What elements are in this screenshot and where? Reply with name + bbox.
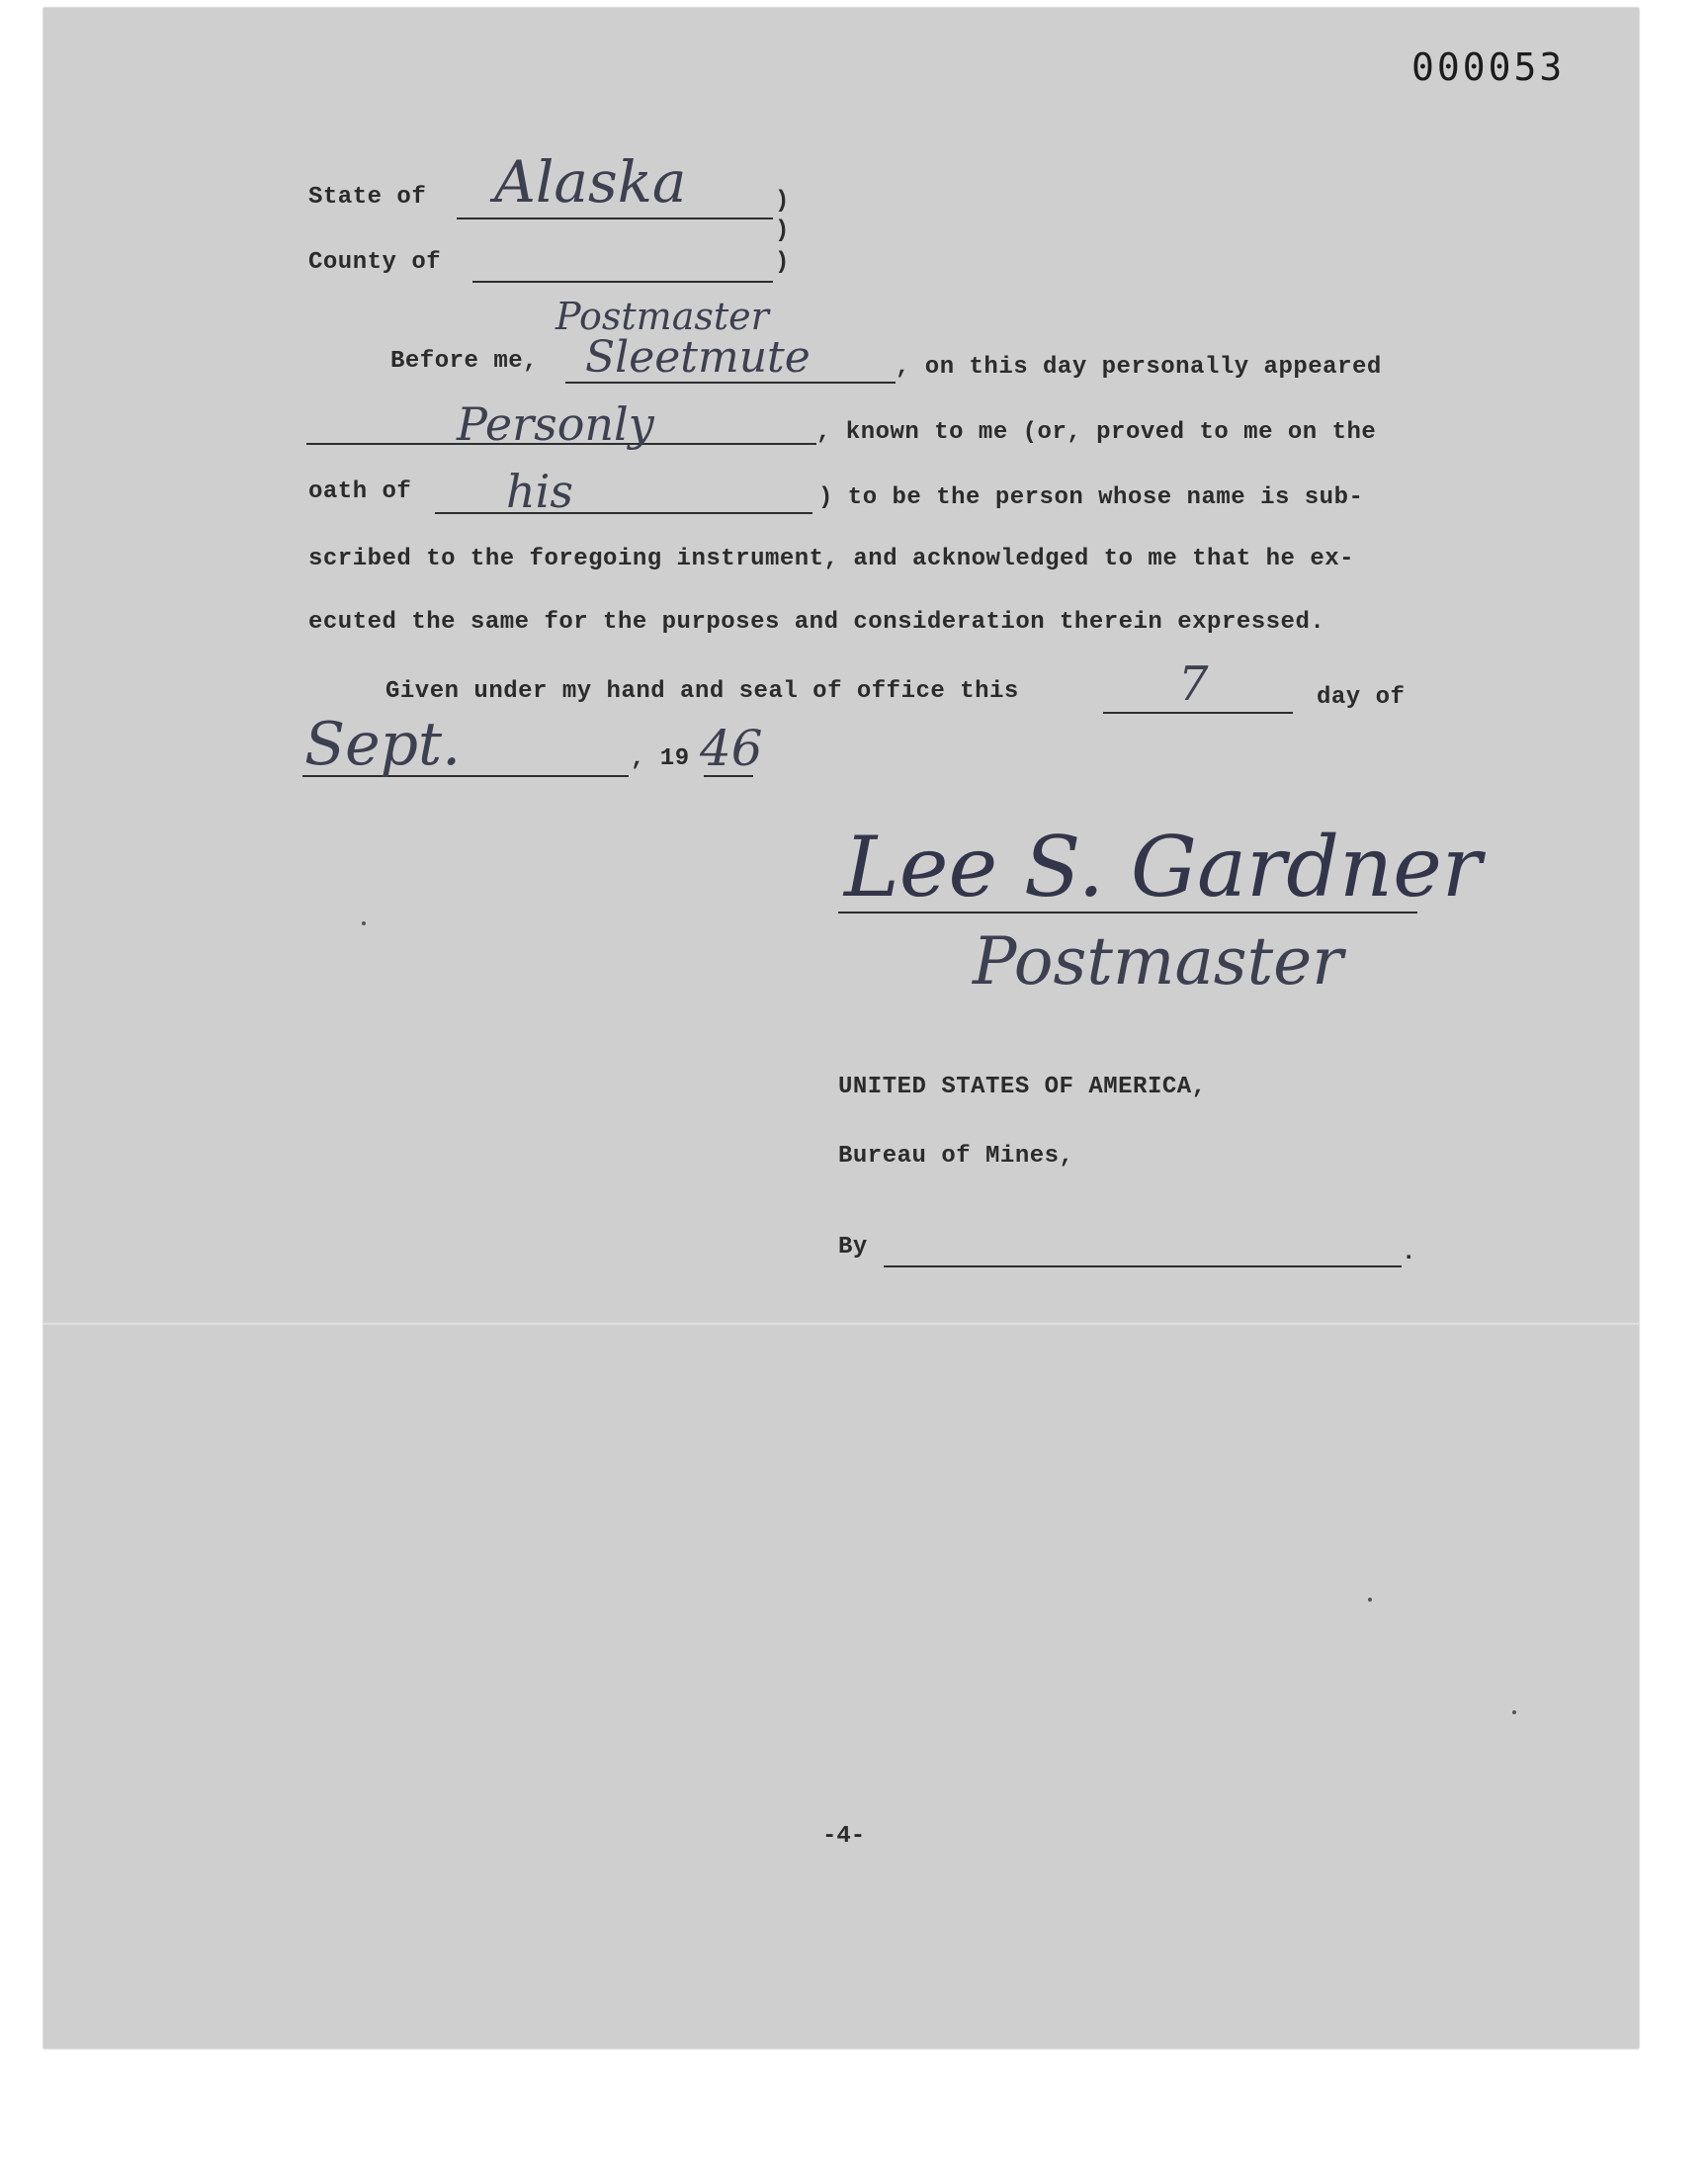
body-line-4: scribed to the foregoing instrument, and acknowledged to me that he ex-: [308, 546, 1355, 572]
before-me-label: Before me,: [390, 348, 539, 375]
day-handwritten-value: 7: [1178, 656, 1209, 712]
body-line-5: ecuted the same for the purposes and consideration therein expressed.: [308, 609, 1325, 636]
oath-label: oath of: [308, 478, 412, 505]
before-me-handwritten-value: Sleetmute: [585, 332, 811, 383]
line2-rest-text: , known to me (or, proved to me on the: [816, 419, 1377, 446]
county-field-line: [472, 281, 773, 283]
line1-rest-text: , on this day personally appeared: [896, 354, 1382, 381]
oath-field-line: [435, 512, 812, 514]
state-field-line: [457, 218, 773, 219]
signature-title: Postmaster: [973, 923, 1343, 1000]
paper-speck: [1368, 1598, 1372, 1602]
paper-speck: [1512, 1710, 1516, 1714]
document-number: 000053: [1411, 45, 1566, 89]
county-bracket: ): [775, 249, 790, 276]
paper-speck: [362, 921, 366, 925]
state-label: State of: [308, 184, 427, 211]
by-period: .: [1402, 1240, 1416, 1266]
bureau-label: Bureau of Mines,: [838, 1143, 1074, 1170]
state-handwritten-value: Alaska: [494, 148, 687, 216]
line3-rest-text: ) to be the person whose name is sub-: [818, 484, 1364, 511]
by-field-line: [884, 1265, 1402, 1267]
day-field-line: [1103, 712, 1293, 714]
page-number: -4-: [822, 1823, 866, 1850]
appeared-handwritten-value: Personly: [457, 397, 654, 451]
signature-name: Lee S. Gardner: [844, 819, 1482, 915]
mid-bracket: ): [775, 218, 790, 244]
given-label: Given under my hand and seal of office this: [385, 678, 1019, 705]
day-of-label: day of: [1317, 684, 1406, 711]
by-label: By: [838, 1234, 868, 1261]
document-page: [43, 8, 1639, 2048]
state-bracket: ): [775, 188, 790, 215]
usa-label: UNITED STATES OF AMERICA,: [838, 1074, 1207, 1100]
year-prefix: , 19: [631, 745, 690, 772]
signature-line: [838, 912, 1417, 914]
before-me-title-handwritten: Postmaster: [555, 295, 769, 338]
oath-handwritten-value: his: [506, 465, 573, 518]
county-label: County of: [308, 249, 442, 276]
month-handwritten-value: Sept.: [304, 710, 462, 779]
year-handwritten-value: 46: [700, 720, 763, 777]
